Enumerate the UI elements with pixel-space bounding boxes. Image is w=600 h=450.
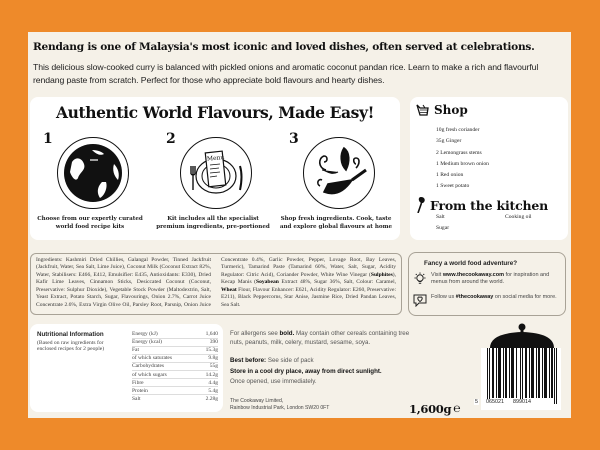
shop-title: Shop	[434, 103, 468, 117]
shop-item: 10g fresh coriander	[436, 127, 480, 133]
table-row: Energy (kJ) 1,640	[132, 330, 218, 337]
table-row: Fibre 4.4g	[132, 379, 218, 386]
intro-description: This delicious slow-cooked curry is balanced with pickled onions and aromatic coconut pandan rice. Learn to make a rich and flavourful rendang paste from scratch. Perfect for those who appreciate bold flavours and hearty dishes.	[33, 62, 539, 85]
steps-title: Authentic World Flavours, Made Easy!	[55, 103, 375, 122]
lightbulb-icon	[413, 272, 427, 286]
shop-heading	[416, 103, 468, 117]
step-1	[30, 131, 150, 237]
shop-item: 1 Sweet potato	[436, 183, 470, 190]
nutrition-subtitle: (Based on raw ingredients for enclosed recipes for 2 people)	[37, 340, 105, 353]
shop-item: 2 Lemongrass stems	[436, 149, 482, 156]
best-before: Best before: See side of pack	[230, 357, 314, 364]
table-row: Carbohydrates 55g	[132, 363, 218, 370]
kitchen-title: From the kitchen	[430, 197, 549, 213]
step-number: 3	[289, 131, 299, 147]
kitchen-item: Salt	[436, 214, 445, 220]
storage-info	[230, 356, 382, 388]
shop-list	[436, 127, 489, 195]
step-3	[276, 131, 396, 237]
once-opened: Once opened, use immediately.	[230, 378, 317, 386]
cloche-icon	[486, 323, 558, 348]
barcode-digits: 5 065021 899014	[475, 399, 531, 405]
barcode	[476, 323, 562, 413]
estimated-mark-icon: ℮	[453, 401, 461, 415]
allergen-sulphites: Sulphites	[370, 271, 393, 278]
menu-plate-icon	[180, 137, 252, 209]
website-link[interactable]: www.thecookaway.com	[442, 272, 504, 278]
social-handle[interactable]: #thecookaway	[455, 294, 494, 300]
kitchen-item: Cooking oil	[505, 214, 532, 220]
headline: Rendang is one of Malaysia's most iconic and loved dishes, often served at celebrations.	[33, 41, 535, 53]
table-row: Salt 2.28g	[132, 396, 218, 403]
allergen-notice: For allergens see bold. May contain other cereals containing tree nuts, peanuts, milk, celery, mustard, sesame, soya.	[230, 330, 410, 347]
kitchen-heading	[416, 197, 548, 213]
wok-icon	[303, 137, 375, 209]
nutrition-card	[30, 324, 223, 412]
shop-item: 1 Red onion	[436, 172, 464, 179]
company-address: The Cookaway Limited, Rainbow Industrial Park, London SW20 0FT	[230, 398, 330, 411]
allergen-soyabean: Soyabean	[256, 279, 279, 286]
table-row: Protein 5.4g	[132, 387, 218, 394]
social-row: Follow us #thecookaway on social media for more.	[413, 294, 561, 307]
shop-item: 1 Medium brown onion	[436, 160, 489, 167]
nutrition-title: Nutritional Information	[37, 331, 104, 338]
shop-card	[410, 97, 568, 240]
spatula-icon	[416, 197, 426, 213]
globe-icon	[57, 137, 129, 209]
shop-item: 35g Ginger	[436, 138, 462, 145]
chat-heart-icon	[413, 294, 427, 307]
storage-instruction: Store in a cool dry place, away from direct sunlight.	[230, 367, 382, 375]
step-caption: Choose from our expertly curated world food recipe kits	[37, 216, 143, 230]
pack-weight: 1,600g ℮	[409, 401, 461, 416]
step-number: 1	[43, 131, 53, 147]
step-2	[153, 131, 273, 237]
ingredients-label: Ingredients:	[36, 257, 63, 263]
table-row: of which sugars 14.2g	[132, 371, 218, 378]
step-caption: Kit includes all the specialist premium ingredients, pre-portioned	[156, 216, 270, 230]
allergen-wheat: Wheat	[221, 286, 237, 293]
step-number: 2	[166, 131, 176, 147]
steps-card	[30, 97, 400, 240]
svg-text:Menu: Menu	[206, 153, 225, 163]
world-food-title: Fancy a world food adventure?	[424, 260, 518, 267]
world-food-box	[408, 252, 566, 316]
table-row: of which saturates 9.8g	[132, 355, 218, 362]
kitchen-item: Sugar	[436, 225, 450, 231]
nutrition-table	[132, 330, 218, 403]
ingredients-box: Ingredients: Kashmiri Dried Chillies, Galangal Powder, Tinned Jackfruit (Jackfruit, Water, Sea Salt, Lime Juice), Coconut Milk (Coconut Extract 82%, Water, Stabilisers: E466, E412, Emulsifier: E435, Antioxidants: E330), Dried Kafir Lime Leaves, Cinnamon Sticks, Desiccated Coconut (Coconut, Preservative: Sulphur Dioxide), Vegetable Stock Powder (Maltodextrin, Salt, Yeast Extract, Potato Starch, Sugar, Flavourings, Onion 2.7%, Carrot Juice Concentrate 2.6%, Extra Virgin Olive Oil, Parsley Root, Parsnip, Onion Juice Concentrate 0.4%, Garlic Powder, Pepper, Lovage Root, Bay Leaves, Turmeric), Tamarind Paste (Tamarind 60%, Water, Salt, Sugar, Acidity Regulator: Citric Acid), Coriander Powder, White Wine Vinegar (Sulphites), Kecap Manis (Soyabean Extract 48%, Sugar 36%, Salt, Colour: Caramel, Wheat Flour, Flavour Enhancer: E621, Acidity Regulator: E260, Preservative: E211), Black Peppercorns, Star Anise, Jasmine Rice, Dried Pandan Leaves, Sea Salt.	[30, 253, 402, 315]
table-row: Energy (kcal) 390	[132, 339, 218, 346]
table-row: Fat 15.3g	[132, 347, 218, 354]
shopping-basket-icon	[416, 104, 430, 117]
website-row: Visit www.thecookaway.com for inspiration and menus from around the world.	[413, 272, 561, 287]
step-caption: Shop fresh ingredients. Cook, taste and explore global flavours at home	[279, 216, 393, 230]
